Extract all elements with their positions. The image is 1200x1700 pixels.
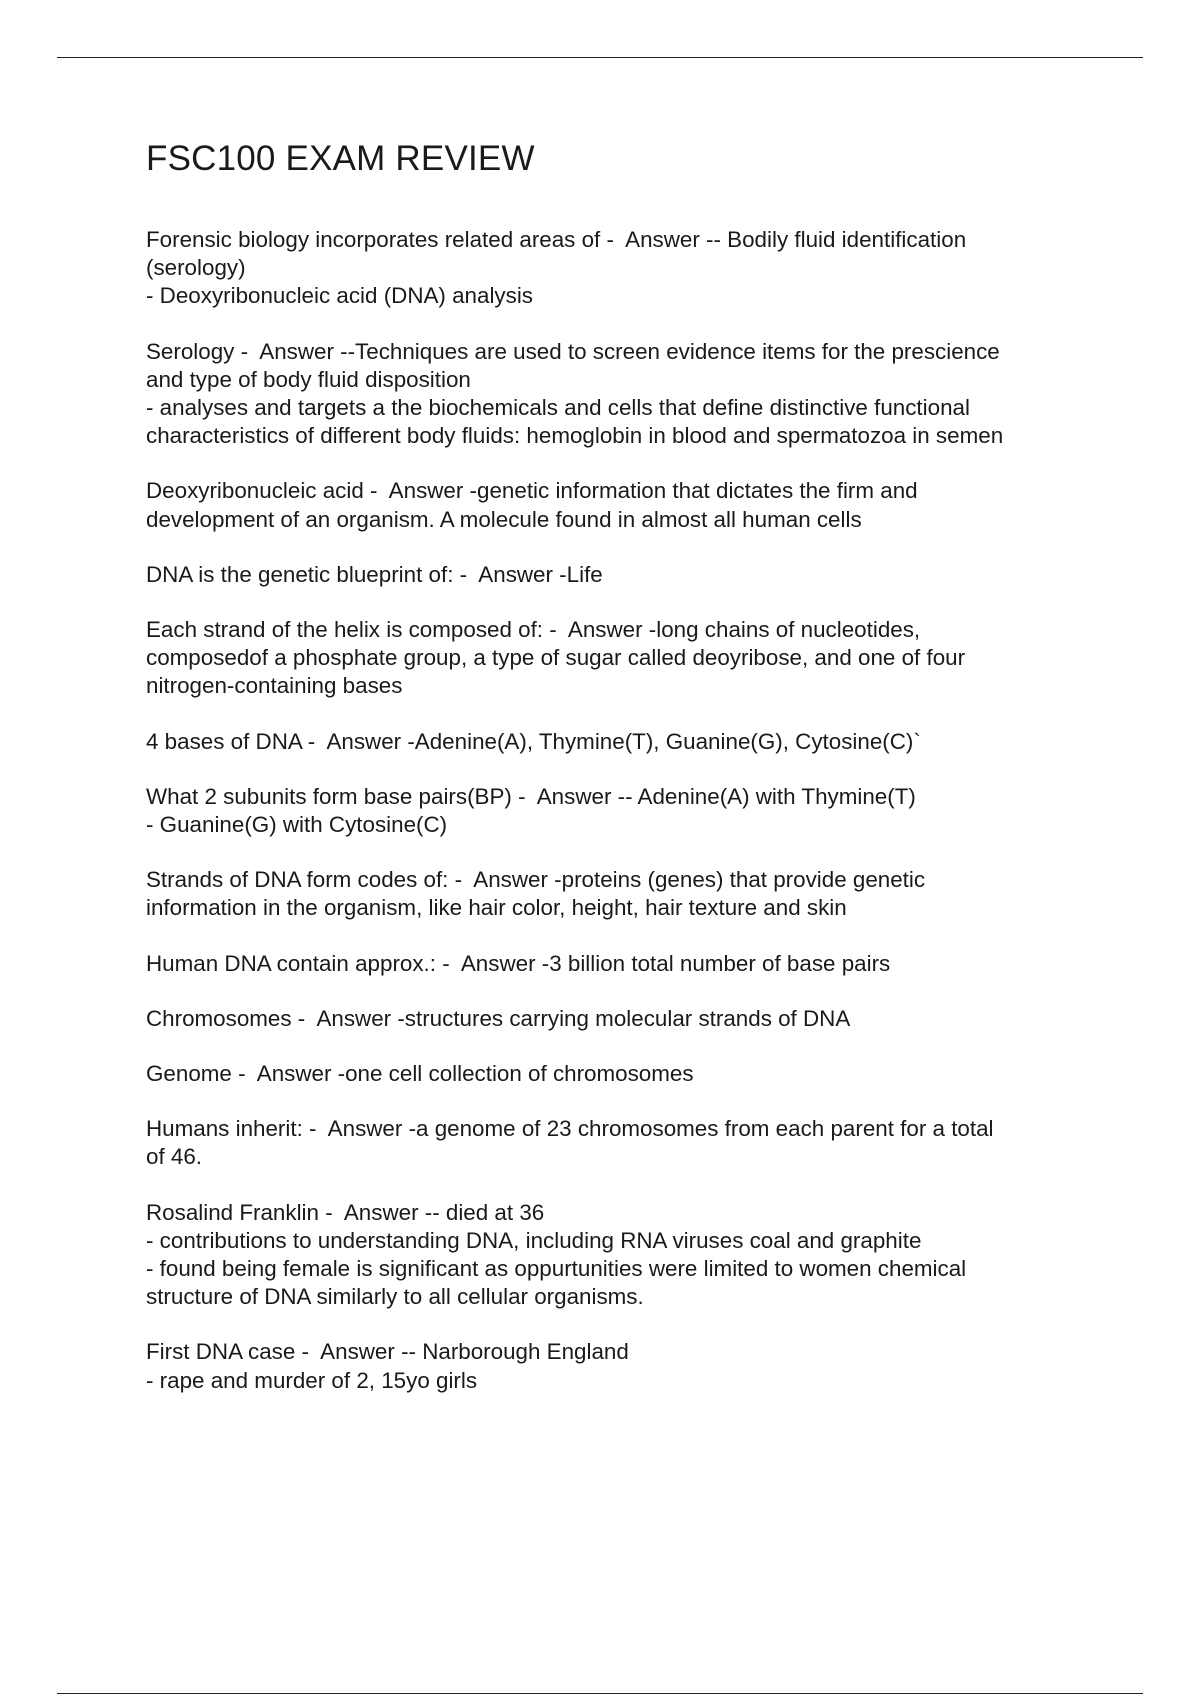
qa-line: characteristics of different body fluids: hemoglobin in blood and spermatozoa in semen bbox=[146, 423, 1004, 449]
qa-line: composedof a phosphate group, a type of sugar called deoyribose, and one of four bbox=[146, 645, 966, 671]
qa-entry bbox=[146, 1060, 1086, 1088]
qa-line: What 2 subunits form base pairs(BP) - Answer -- Adenine(A) with Thymine(T) bbox=[146, 783, 916, 809]
qa-line: (serology) bbox=[146, 255, 246, 281]
qa-line: structure of DNA similarly to all cellular organisms. bbox=[146, 1284, 644, 1310]
qa-line: Deoxyribonucleic acid - Answer -genetic information that dictates the firm and bbox=[146, 478, 918, 504]
page-title: FSC100 EXAM REVIEW bbox=[146, 139, 535, 178]
qa-line: Serology - Answer --Techniques are used to screen evidence items for the prescience bbox=[146, 338, 1000, 364]
qa-entry bbox=[146, 728, 1086, 756]
qa-line: - rape and murder of 2, 15yo girls bbox=[146, 1367, 478, 1393]
qa-line: information in the organism, like hair color, height, hair texture and skin bbox=[146, 895, 847, 921]
qa-entry bbox=[146, 561, 1086, 589]
qa-line: DNA is the genetic blueprint of: - Answer -Life bbox=[146, 561, 603, 587]
qa-line: 4 bases of DNA - Answer -Adenine(A), Thymine(T), Guanine(G), Cytosine(C)` bbox=[146, 728, 921, 754]
qa-line: nitrogen-containing bases bbox=[146, 673, 403, 699]
qa-line: of 46. bbox=[146, 1144, 203, 1170]
qa-line: Human DNA contain approx.: - Answer -3 billion total number of base pairs bbox=[146, 950, 891, 976]
qa-line: - contributions to understanding DNA, including RNA viruses coal and graphite bbox=[146, 1227, 922, 1253]
qa-line: - found being female is significant as oppurtunities were limited to women chemical bbox=[146, 1256, 967, 1282]
qa-entry bbox=[146, 866, 1086, 922]
qa-entry bbox=[146, 1115, 1086, 1171]
qa-entry bbox=[146, 477, 1086, 533]
qa-line: Strands of DNA form codes of: - Answer -proteins (genes) that provide genetic bbox=[146, 867, 926, 893]
qa-entry bbox=[146, 1338, 1086, 1394]
qa-entry bbox=[146, 226, 1086, 311]
qa-line: First DNA case - Answer -- Narborough England bbox=[146, 1339, 629, 1365]
qa-entry bbox=[146, 783, 1086, 839]
qa-line: and type of body fluid disposition bbox=[146, 366, 471, 392]
qa-line: Each strand of the helix is composed of: - Answer -long chains of nucleotides, bbox=[146, 617, 921, 643]
qa-entry bbox=[146, 338, 1086, 451]
top-rule bbox=[57, 57, 1143, 58]
qa-line: - analyses and targets a the biochemicals and cells that define distinctive functional bbox=[146, 395, 970, 421]
qa-line: Forensic biology incorporates related areas of - Answer -- Bodily fluid identification bbox=[146, 227, 967, 252]
qa-line: - Deoxyribonucleic acid (DNA) analysis bbox=[146, 283, 533, 309]
qa-entry bbox=[146, 616, 1086, 701]
qa-line: Chromosomes - Answer -structures carrying molecular strands of DNA bbox=[146, 1005, 851, 1031]
qa-line: Humans inherit: - Answer -a genome of 23 chromosomes from each parent for a total bbox=[146, 1116, 994, 1142]
qa-line: Genome - Answer -one cell collection of chromosomes bbox=[146, 1061, 694, 1087]
document-body bbox=[146, 138, 1086, 1422]
qa-entry bbox=[146, 1199, 1086, 1312]
qa-line: - Guanine(G) with Cytosine(C) bbox=[146, 812, 448, 838]
qa-line: development of an organism. A molecule found in almost all human cells bbox=[146, 506, 862, 532]
qa-entry bbox=[146, 1005, 1086, 1033]
bottom-rule bbox=[57, 1693, 1143, 1694]
qa-line: Rosalind Franklin - Answer -- died at 36 bbox=[146, 1199, 545, 1225]
qa-entry bbox=[146, 950, 1086, 978]
